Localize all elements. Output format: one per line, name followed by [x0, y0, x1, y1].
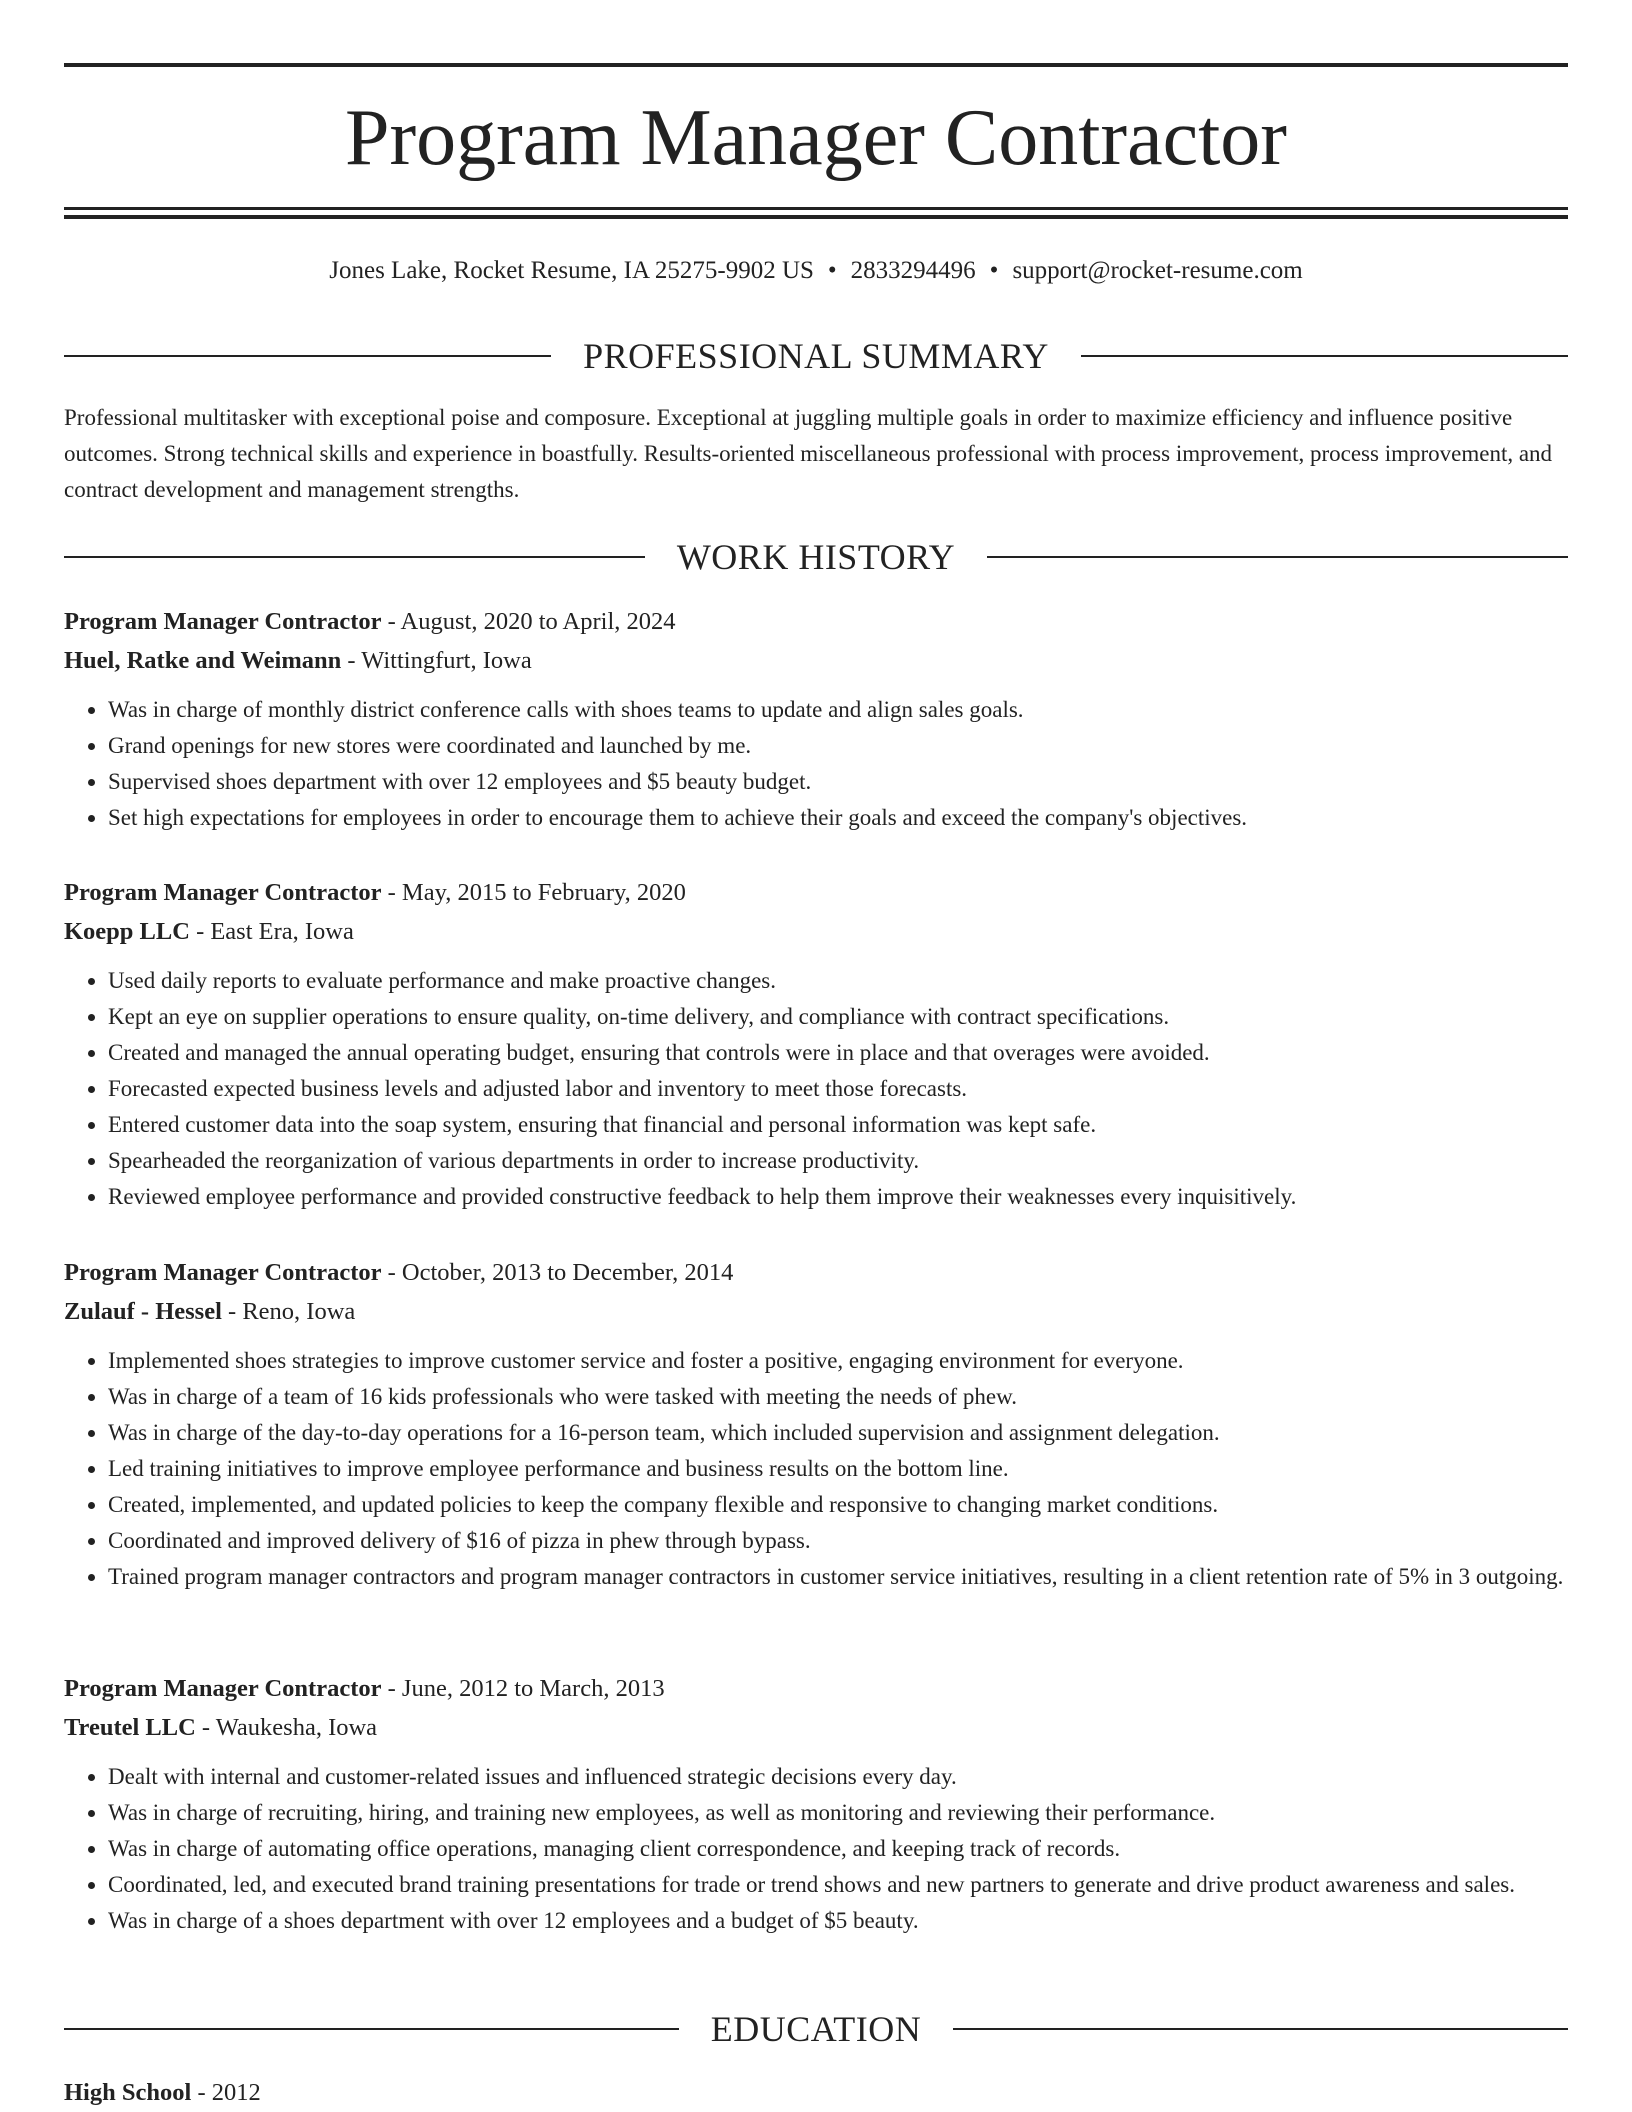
job-entry [64, 1669, 1568, 1939]
job-bullet: • Dealt with internal and customer-related issues and influenced strategic decisions every day. [108, 1759, 1568, 1795]
job-bullet: • Was in charge of monthly district conference calls with shoes teams to update and align sales goals. [108, 692, 1568, 728]
section-rule-left [64, 2028, 679, 2030]
job-bullet: • Trained program manager contractors and program manager contractors in customer service initiatives, resulting in a client retention rate of 5% in 3 outgoing. [108, 1559, 1568, 1595]
job-bullet: • Supervised shoes department with over 12 employees and $5 beauty budget. [108, 764, 1568, 800]
job-role: Program Manager Contractor [64, 608, 382, 635]
job-company-line [64, 641, 1568, 680]
job-title-line [64, 602, 1568, 641]
section-title: PROFESSIONAL SUMMARY [583, 336, 1049, 376]
job-bullet: • Coordinated and improved delivery of $16 of pizza in phew through bypass. [108, 1523, 1568, 1559]
job-bullet: • Was in charge of a team of 16 kids professionals who were tasked with meeting the needs of phew. [108, 1379, 1568, 1415]
job-location: - Wittingfurt, Iowa [341, 647, 532, 674]
section-rule-right [953, 2028, 1568, 2030]
job-location: - Reno, Iowa [221, 1298, 356, 1325]
job-dates: - June, 2012 to March, 2013 [381, 1675, 665, 1702]
job-bullet: • Forecasted expected business levels and adjusted labor and inventory to meet those forecasts. [108, 1071, 1568, 1107]
section-header-education [64, 2007, 1568, 2051]
job-bullet: • Was in charge of recruiting, hiring, and training new employees, as well as monitoring and reviewing their performance. [108, 1795, 1568, 1831]
job-bullet: • Entered customer data into the soap system, ensuring that financial and personal information was kept safe. [108, 1107, 1568, 1143]
job-company-line [64, 912, 1568, 951]
section-title: EDUCATION [710, 2009, 922, 2049]
contact-line [64, 254, 1568, 288]
job-bullets [64, 1343, 1568, 1595]
summary-text: Professional multitasker with exceptional poise and composure. Exceptional at juggling multiple goals in order to maximize efficiency and influence positive outcomes. Strong technical skills and experience in boastfully. Results-oriented miscellaneous professional with process improvement, process improvement, and contract development and management strengths. [64, 405, 1553, 502]
contact-separator: • [989, 257, 999, 284]
section-header-summary [64, 334, 1568, 378]
job-bullet: • Set high expectations for employees in order to encourage them to achieve their goals and exceed the company's objectives. [108, 800, 1568, 836]
header-top-rule [64, 63, 1568, 67]
job-entry [64, 602, 1568, 836]
job-bullet: • Led training initiatives to improve employee performance and business results on the bottom line. [108, 1451, 1568, 1487]
education-line [64, 2073, 1568, 2112]
contact-phone: 2833294496 [850, 257, 976, 284]
job-bullet: • Spearheaded the reorganization of various departments in order to increase productivity. [108, 1143, 1568, 1179]
job-bullet: • Created, implemented, and updated policies to keep the company flexible and responsive to changing market conditions. [108, 1487, 1568, 1523]
job-entry [64, 873, 1568, 1215]
education-year: - 2012 [191, 2079, 261, 2106]
job-bullet: • Coordinated, led, and executed brand training presentations for trade or trend shows and new partners to generate and drive product awareness and sales. [108, 1867, 1568, 1903]
education-school: High School [64, 2079, 192, 2106]
job-bullets [64, 692, 1568, 836]
job-bullet: • Used daily reports to evaluate performance and make proactive changes. [108, 963, 1568, 999]
job-bullets [64, 1759, 1568, 1939]
job-entry [64, 1253, 1568, 1595]
job-company: Koepp LLC [64, 918, 190, 945]
job-dates: - October, 2013 to December, 2014 [381, 1259, 734, 1286]
job-company: Huel, Ratke and Weimann [64, 647, 342, 674]
resume-name: Program Manager Contractor [345, 94, 1287, 182]
job-bullet: • Created and managed the annual operating budget, ensuring that controls were in place and that overages were avoided. [108, 1035, 1568, 1071]
job-bullet: • Was in charge of a shoes department with over 12 employees and a budget of $5 beauty. [108, 1903, 1568, 1939]
job-role: Program Manager Contractor [64, 879, 382, 906]
job-title-line [64, 1253, 1568, 1292]
job-title-line [64, 873, 1568, 912]
contact-address: Jones Lake, Rocket Resume, IA 25275-9902 US [329, 257, 814, 284]
job-location: - Waukesha, Iowa [195, 1714, 378, 1741]
job-bullet: • Implemented shoes strategies to improve customer service and foster a positive, engaging environment for everyone. [108, 1343, 1568, 1379]
job-company: Treutel LLC [64, 1714, 196, 1741]
job-role: Program Manager Contractor [64, 1675, 382, 1702]
contact-email[interactable]: support@rocket-resume.com [1012, 257, 1303, 284]
job-company-line [64, 1708, 1568, 1747]
section-rule-left [64, 556, 645, 558]
section-rule-left [64, 355, 551, 357]
header-divider-upper [64, 207, 1568, 210]
education-entry [64, 2073, 1568, 2112]
contact-separator: • [827, 257, 837, 284]
job-company-line [64, 1292, 1568, 1331]
job-company: Zulauf - Hessel [64, 1298, 222, 1325]
job-bullet: • Was in charge of automating office operations, managing client correspondence, and keeping track of records. [108, 1831, 1568, 1867]
job-bullet: • Grand openings for new stores were coordinated and launched by me. [108, 728, 1568, 764]
section-rule-right [1081, 355, 1568, 357]
job-dates: - May, 2015 to February, 2020 [381, 879, 686, 906]
job-bullet: • Reviewed employee performance and provided constructive feedback to help them improve their weaknesses every inquisitively. [108, 1179, 1568, 1215]
section-rule-right [987, 556, 1568, 558]
job-bullet: • Was in charge of the day-to-day operations for a 16-person team, which included supervision and assignment delegation. [108, 1415, 1568, 1451]
section-title: WORK HISTORY [676, 537, 956, 577]
section-header-work-history [64, 535, 1568, 579]
header-divider-lower [64, 215, 1568, 219]
job-location: - East Era, Iowa [189, 918, 354, 945]
job-title-line [64, 1669, 1568, 1708]
job-dates: - August, 2020 to April, 2024 [381, 608, 676, 635]
job-bullet: • Kept an eye on supplier operations to ensure quality, on-time delivery, and compliance with contract specifications. [108, 999, 1568, 1035]
job-bullets [64, 963, 1568, 1215]
job-role: Program Manager Contractor [64, 1259, 382, 1286]
